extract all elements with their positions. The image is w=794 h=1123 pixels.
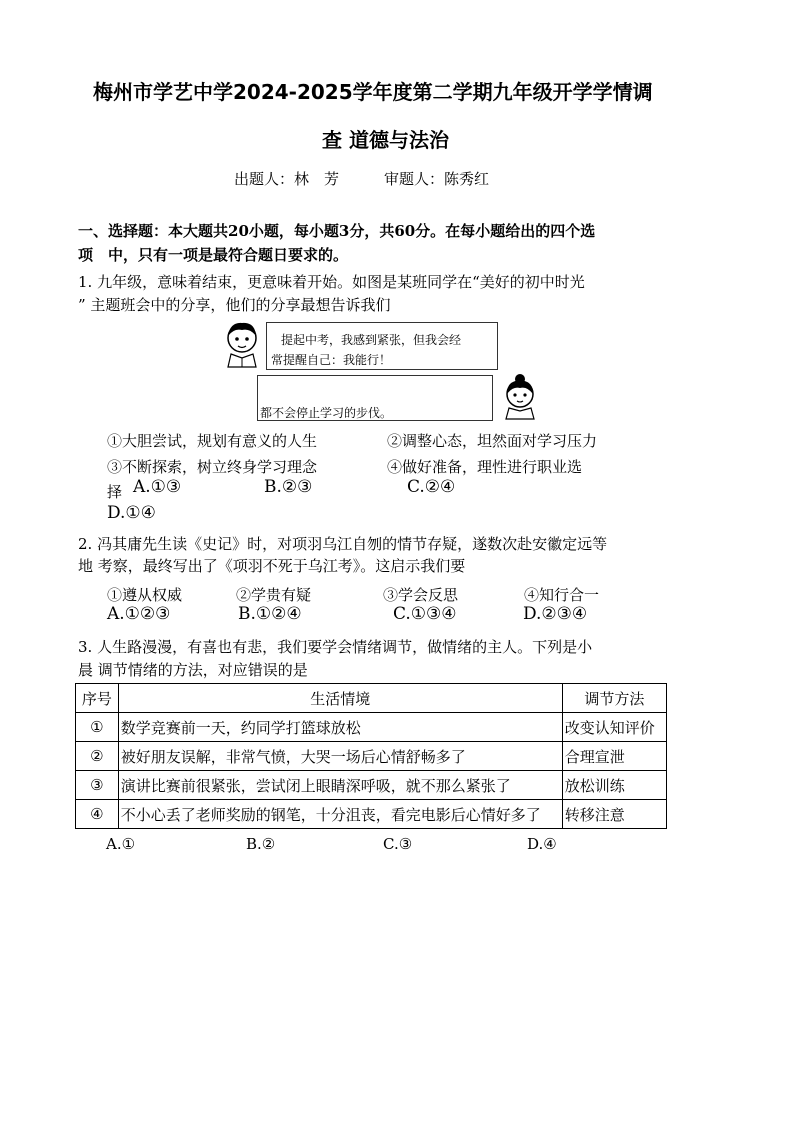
q3-option-a[interactable]: A.①	[106, 835, 136, 853]
table-cell-no: ②	[76, 742, 119, 771]
table-cell-scenario: 被好朋友误解，非常气愤，大哭一场后心情舒畅多了	[118, 742, 562, 771]
section-heading-line2: 项 中，只有一项是最符合题日要求的。	[78, 246, 349, 264]
q2-option-d[interactable]: D.②③④	[523, 604, 588, 624]
q1-stem-line1: 1. 九年级，意味着结束，更意味着开始。如图是某班同学在“美好的初中时光	[78, 273, 585, 291]
table-row	[76, 771, 667, 800]
girl-avatar-icon	[497, 370, 543, 420]
exam-title-line2: 查 道德与法治	[322, 128, 449, 152]
exam-title-line1: 梅州市学艺中学2024-2025学年度第二学期九年级开学学情调	[93, 80, 653, 104]
table-row	[76, 742, 667, 771]
q1-statement-1: ①大胆尝试，规划有意义的人生	[107, 432, 318, 450]
q1-option-b[interactable]: B.②③	[264, 477, 313, 497]
q3-option-d[interactable]: D.④	[527, 835, 557, 853]
q1-option-d[interactable]: D.①④	[107, 503, 156, 523]
table-cell-no: ③	[76, 771, 119, 800]
table-header-method: 调节方法	[562, 684, 666, 713]
q2-option-a[interactable]: A.①②③	[107, 604, 171, 624]
q1-statement-4-cont: 择	[107, 483, 123, 501]
table-header-scenario: 生活情境	[118, 684, 562, 713]
exam-authors: 出题人：林 芳 审题人：陈秀红	[234, 170, 490, 188]
q1-option-a[interactable]: A.①③	[133, 477, 182, 497]
q3-option-c[interactable]: C.③	[383, 835, 413, 853]
q1-statement-4: ④做好准备，理性进行职业选	[387, 458, 583, 476]
q2-statement-4: ④知行合一	[524, 586, 600, 604]
q1-statement-3: ③不断探索，树立终身学习理念	[107, 458, 318, 476]
q2-statement-2: ②学贵有疑	[236, 586, 312, 604]
q1-stem-line2: ” 主题班会中的分享，他们的分享最想告诉我们	[78, 296, 391, 314]
bubble-boy-line2: 常提醒自己：我能行！	[271, 353, 392, 367]
q3-option-b[interactable]: B.②	[246, 835, 276, 853]
q2-stem-line2: 地 考察，最终写出了《项羽不死于乌江考》。这启示我们要	[78, 557, 466, 575]
q3-emotion-table	[75, 683, 667, 829]
speech-bubble-boy	[266, 322, 498, 370]
table-row	[76, 713, 667, 742]
table-cell-method: 改变认知评价	[562, 713, 666, 742]
table-row	[76, 800, 667, 829]
q2-option-c[interactable]: C.①③④	[393, 604, 457, 624]
q1-statement-2: ②调整心态，坦然面对学习压力	[387, 432, 598, 450]
q1-option-c[interactable]: C.②④	[407, 477, 456, 497]
table-cell-no: ①	[76, 713, 119, 742]
table-header-no: 序号	[76, 684, 119, 713]
speech-bubble-girl	[257, 375, 493, 421]
table-cell-method: 放松训练	[562, 771, 666, 800]
table-header-row	[76, 684, 667, 713]
table-cell-scenario: 演讲比赛前很紧张，尝试闭上眼睛深呼吸，就不那么紧张了	[118, 771, 562, 800]
q2-stem-line1: 2. 冯其庸先生读《史记》时，对项羽乌江自刎的情节存疑，遂数次赴安徽定远等	[78, 535, 608, 553]
table-cell-scenario: 数学竞赛前一天，约同学打篮球放松	[118, 713, 562, 742]
table-cell-method: 合理宣泄	[562, 742, 666, 771]
section-heading-line1: 一、选择题：本大题共20小题，每小题3分，共60分。在每小题给出的四个选	[78, 222, 596, 240]
q3-stem-line2: 晨 调节情绪的方法，对应错误的是	[78, 661, 308, 679]
q3-stem-line1: 3. 人生路漫漫，有喜也有悲，我们要学会情绪调节，做情绪的主人。下列是小	[78, 638, 593, 656]
boy-avatar-icon	[222, 318, 266, 368]
bubble-girl-text: 都不会停止学习的步伐。	[260, 406, 393, 420]
table-cell-scenario: 不小心丢了老师奖励的钢笔，十分沮丧，看完电影后心情好多了	[118, 800, 562, 829]
q2-statement-3: ③学会反思	[383, 586, 459, 604]
bubble-boy-line1: 提起中考，我感到紧张，但我会经	[281, 333, 462, 347]
q2-statement-1: ①遵从权威	[107, 586, 183, 604]
table-cell-no: ④	[76, 800, 119, 829]
q2-option-b[interactable]: B.①②④	[238, 604, 302, 624]
table-cell-method: 转移注意	[562, 800, 666, 829]
